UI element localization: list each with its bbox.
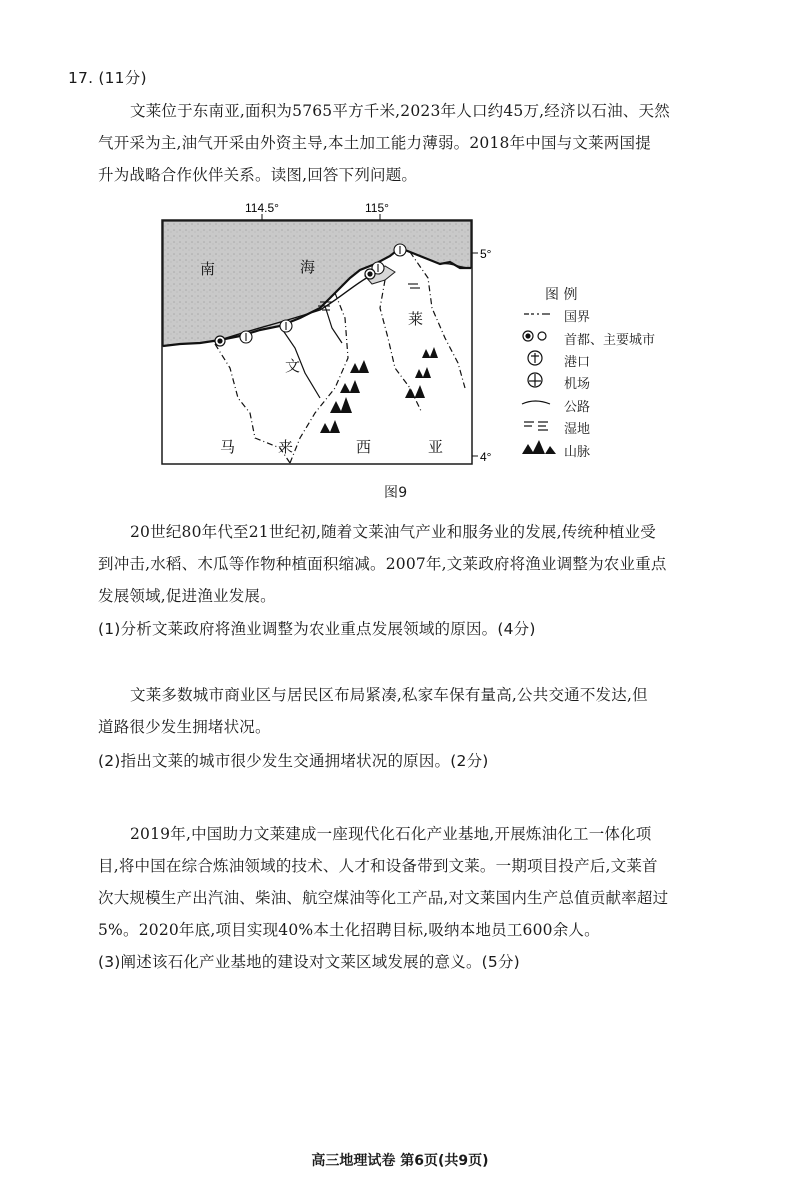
para3-line-1: 2019年,中国助力文莱建成一座现代化石化产业基地,开展炼油化工一体化项 — [130, 825, 652, 843]
page-footer: 高三地理试卷 第6页(共9页) — [311, 1153, 489, 1169]
label-malaysia-2: 来 — [278, 438, 294, 456]
legend-symbols — [520, 306, 560, 466]
legend-item-border: 国界 — [564, 310, 591, 325]
intro-line-3: 升为战略合作伙伴关系。读图,回答下列问题。 — [98, 166, 418, 184]
figure-caption: 图9 — [384, 485, 408, 501]
legend-item-city: 首都、主要城市 — [564, 333, 656, 348]
intro-line-1: 文莱位于东南亚,面积为5765平方千米,2023年人口约45万,经济以石油、天然 — [130, 102, 670, 120]
question-number: 17. (11分) — [68, 69, 147, 87]
para3-line-2: 目,将中国在综合炼油领域的技术、人才和设备带到文莱。一期项目投产后,文莱首 — [98, 857, 658, 875]
label-brunei-west: 文 — [285, 357, 301, 375]
legend-item-port: 港口 — [564, 355, 591, 370]
para3-line-3: 次大规模生产出汽油、柴油、航空煤油等化工产品,对文莱国内生产总值贡献率超过 — [98, 889, 669, 907]
sub-question-3: (3)阐述该石化产业基地的建设对文莱区域发展的意义。(5分) — [98, 953, 520, 971]
legend-item-wetland: 湿地 — [564, 422, 591, 437]
para1-line-2: 到冲击,水稻、木瓜等作物种植面积缩减。2007年,文莱政府将渔业调整为农业重点 — [98, 555, 667, 573]
label-sea-1: 南 — [200, 260, 216, 278]
lat-label-1: 5° — [480, 247, 492, 261]
legend-title: 图 例 — [545, 287, 578, 303]
para1-line-1: 20世纪80年代至21世纪初,随着文莱油气产业和服务业的发展,传统种植业受 — [130, 523, 656, 541]
label-malaysia-4: 亚 — [428, 438, 444, 456]
lon-label-2: 115° — [365, 201, 389, 215]
label-brunei-east: 莱 — [408, 310, 424, 328]
sub-question-1: (1)分析文莱政府将渔业调整为农业重点发展领域的原因。(4分) — [98, 620, 536, 638]
label-malaysia-3: 西 — [356, 438, 372, 456]
para1-line-3: 发展领域,促进渔业发展。 — [98, 587, 276, 605]
sub-question-2: (2)指出文莱的城市很少发生交通拥堵状况的原因。(2分) — [98, 752, 489, 770]
legend-item-airport: 机场 — [564, 377, 591, 392]
intro-line-2: 气开采为主,油气开采由外资主导,本土加工能力薄弱。2018年中国与文莱两国提 — [98, 134, 651, 152]
label-sea-2: 海 — [300, 258, 316, 276]
lat-label-2: 4° — [480, 450, 492, 464]
legend-item-mountain: 山脉 — [564, 445, 591, 460]
para2-line-2: 道路很少发生拥堵状况。 — [98, 718, 271, 736]
label-malaysia-1: 马 — [220, 438, 236, 456]
lon-label-1: 114.5° — [245, 201, 279, 215]
legend-item-road: 公路 — [564, 400, 591, 415]
map-figure-9 — [160, 198, 656, 498]
para2-line-1: 文莱多数城市商业区与居民区布局紧凑,私家车保有量高,公共交通不发达,但 — [130, 686, 648, 704]
para3-line-4: 5%。2020年底,项目实现40%本土化招聘目标,吸纳本地员工600余人。 — [98, 921, 600, 939]
